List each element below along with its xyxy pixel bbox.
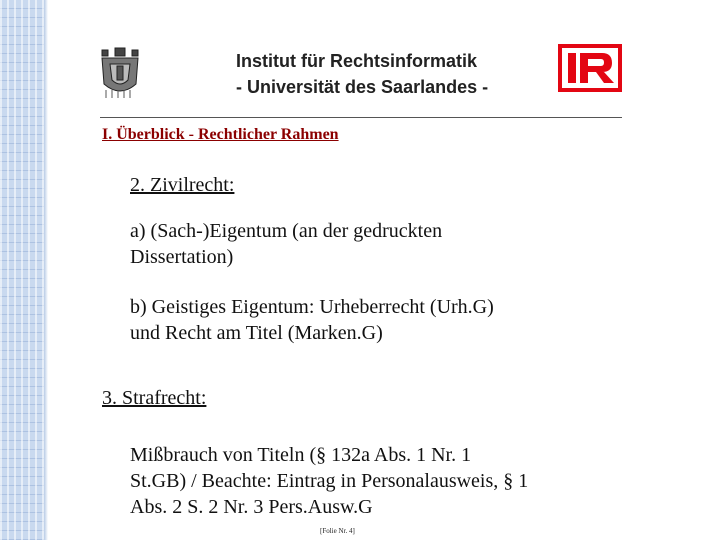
- item-b-line: und Recht am Titel (Marken.G): [130, 322, 383, 344]
- criminal-law-heading: 3. Strafrecht:: [102, 387, 207, 409]
- item-b-line: b) Geistiges Eigentum: Urheberrecht (Urh.G): [130, 296, 494, 318]
- criminal-law-line: Abs. 2 S. 2 Nr. 3 Pers.Ausw.G: [130, 496, 373, 518]
- item-a-line: a) (Sach-)Eigentum (an der gedruckten: [130, 220, 443, 242]
- decorative-sidebar-pattern: [0, 0, 46, 540]
- institute-title: Institut für Rechtsinformatik: [236, 51, 478, 71]
- ifr-logo-icon: [558, 44, 622, 92]
- section-title: I. Überblick - Rechtlicher Rahmen: [102, 126, 339, 143]
- civil-law-heading: 2. Zivilrecht:: [130, 174, 235, 196]
- item-a-line: Dissertation): [130, 246, 234, 268]
- civil-law-item-a: [130, 218, 650, 270]
- university-seal-icon: [96, 44, 144, 100]
- criminal-law-line: Mißbrauch von Titeln (§ 132a Abs. 1 Nr. 1: [130, 444, 472, 466]
- header-divider: [100, 117, 622, 118]
- university-subtitle: - Universität des Saarlandes -: [236, 77, 489, 97]
- criminal-law-line: St.GB) / Beachte: Eintrag in Personalausweis, § 1: [130, 470, 529, 492]
- criminal-law-text: [130, 442, 650, 520]
- sidebar-edge: [44, 0, 48, 540]
- slide-number: [Folie Nr. 4]: [320, 527, 355, 535]
- civil-law-item-b: [130, 294, 650, 346]
